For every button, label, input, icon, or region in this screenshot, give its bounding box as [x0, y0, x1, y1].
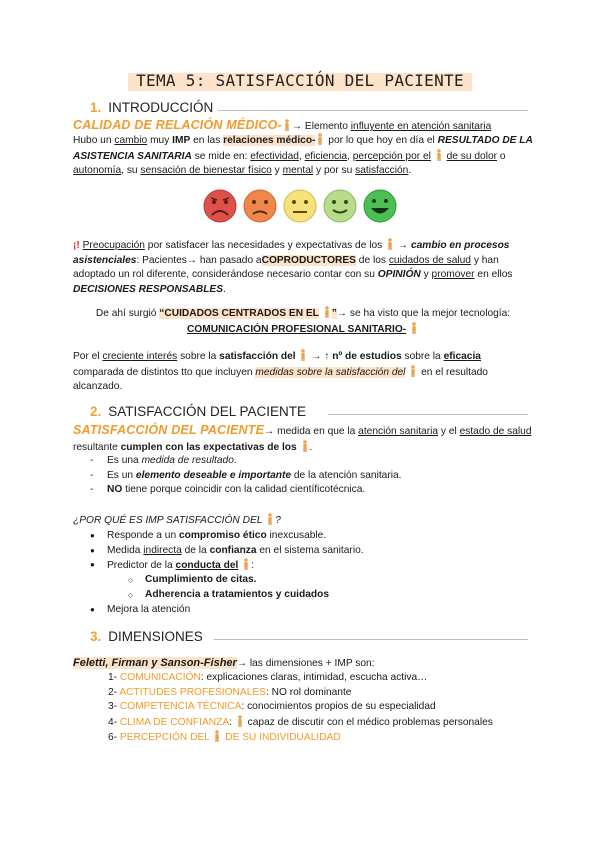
- dimensions-list: [108, 671, 548, 746]
- section-1-title: INTRODUCCIÓN: [108, 100, 214, 115]
- list-item: ● Medida indirecta de la confianza en el sistema sanitario.: [90, 544, 530, 559]
- section-2-rule: [328, 414, 528, 415]
- list-item: - Es un elemento deseable e importante de la atención sanitaria.: [90, 469, 530, 484]
- list-item: ○ Cumplimiento de citas.: [128, 573, 528, 588]
- list-item: 6- PERCEPCIÓN DEL DE SU INDIVIDUALIDAD: [108, 732, 341, 744]
- section-1-paragraph-2: ¡! Preocupación por satisfacer las necesidades y expectativas de los → cambio en procesos asistenciales: Pacientes→ han pasado aCOPRODUCTORES de los cuidados de salud y han adoptado un rol diferente, considerándose necesario contar con su OPINIÓN y promover en ellos DECISIONES RESPONSABLES.: [73, 240, 513, 295]
- list-item: - NO tiene porque coincidir con la calidad científicotécnica.: [90, 483, 530, 498]
- patient-icon: [435, 149, 443, 161]
- page-title: TEMA 5: SATISFACCIÓN DEL PACIENTE: [128, 73, 472, 91]
- patient-icon: [409, 365, 417, 377]
- section-1-heading: [90, 101, 213, 116]
- patient-icon: [301, 440, 309, 452]
- unhappy-face-icon: [244, 190, 276, 222]
- section-3-number: 3.: [90, 629, 102, 644]
- satisfaccion-title: SATISFACCIÓN DEL PACIENTE: [73, 423, 265, 437]
- patient-icon: [323, 306, 331, 318]
- list-item: 1- COMUNICACIÓN: explicaciones claras, intimidad, escucha activa…: [108, 672, 428, 683]
- list-item: 4- CLIMA DE CONFIANZA: capaz de discutir con el médico problemas personales: [108, 716, 493, 728]
- section-3-heading: [90, 630, 203, 645]
- section-2-bullet-list: [90, 529, 530, 574]
- list-item: 3- COMPETENCIA TÉCNICA: conocimientos propios de su especialidad: [108, 701, 436, 713]
- very-unhappy-face-icon: [204, 190, 236, 222]
- section-3-title: DIMENSIONES: [108, 629, 203, 644]
- calidad-relacion-title: CALIDAD DE RELACIÓN MÉDICO-: [73, 118, 282, 132]
- list-item: ● Responde a un compromiso ético inexcusable.: [90, 529, 530, 544]
- happy-face-icon: [324, 190, 356, 222]
- section-3-rule: [214, 639, 528, 640]
- section-2-heading: [90, 405, 306, 420]
- patient-icon: [213, 730, 221, 742]
- section-2-title: SATISFACCIÓN DEL PACIENTE: [108, 404, 307, 419]
- list-item: - Es una medida de resultado.: [90, 454, 530, 469]
- patient-icon: [236, 715, 244, 727]
- section-3-authors-line: Feletti, Firman y Sanson-Fisher→ las dimensiones + IMP son:: [73, 657, 375, 669]
- section-1-paragraph-3: De ahí surgió “CUIDADOS CENTRADOS EN EL ”→ se ha visto que la mejor tecnología: COMUNICACIÓN PROFESIONAL SANITARIO-: [95, 308, 511, 335]
- patient-icon: [316, 133, 324, 145]
- list-item: ● Predictor de la conducta del :: [90, 558, 530, 574]
- patient-icon: [410, 322, 418, 334]
- patient-icon: [266, 513, 274, 525]
- section-2-sub-list: [128, 573, 528, 602]
- section-1-number: 1.: [90, 100, 102, 115]
- patient-icon: [299, 349, 307, 361]
- list-item: 2- ACTITUDES PROFESIONALES: NO rol dominante: [108, 686, 352, 698]
- arrow-text: → Elemento: [291, 121, 348, 132]
- section-2-number: 2.: [90, 404, 102, 419]
- authors: Feletti, Firman y Sanson-Fisher: [73, 657, 237, 669]
- list-item: ○ Adherencia a tratamientos y cuidados: [128, 588, 528, 603]
- section-1-paragraph-4: Por el creciente interés sobre la satisfacción del → ↑ nº de estudios sobre la eficacia comparada de distintos tto que incluyen medidas sobre la satisfacción del en el resultado alcanzado.: [73, 351, 488, 393]
- patient-icon: [242, 558, 250, 570]
- section-2-bullet-list-end: [90, 603, 530, 618]
- patient-icon: [386, 238, 394, 250]
- section-2-question: ¿POR QUÉ ES IMP SATISFACCIÓN DEL ?: [73, 515, 281, 526]
- list-item: ● Mejora la atención: [90, 603, 530, 618]
- very-happy-face-icon: [364, 190, 396, 222]
- patient-icon: [283, 119, 291, 131]
- section-1-rule: [218, 110, 528, 111]
- satisfaction-faces: [200, 186, 400, 226]
- title-container: [0, 73, 600, 92]
- section-1-paragraph-1: Hubo un cambio muy IMP en las relaciones médico- por lo que hoy en día el RESULTADO DE LA ASISTENCIA SANITARIA se mide en: efectividad, eficiencia, percepción por el de su dolor o autonomía, su sensación de bienestar físico y mental y por su satisfacción.: [73, 135, 533, 177]
- section-2-dash-list: [90, 454, 530, 498]
- influyente-text: influyente en atención sanitaria: [350, 121, 492, 132]
- neutral-face-icon: [284, 190, 316, 222]
- section-2-paragraph: SATISFACCIÓN DEL PACIENTE→ medida en que la atención sanitaria y el estado de salud resultante cumplen con las expectativas de los .: [73, 423, 532, 453]
